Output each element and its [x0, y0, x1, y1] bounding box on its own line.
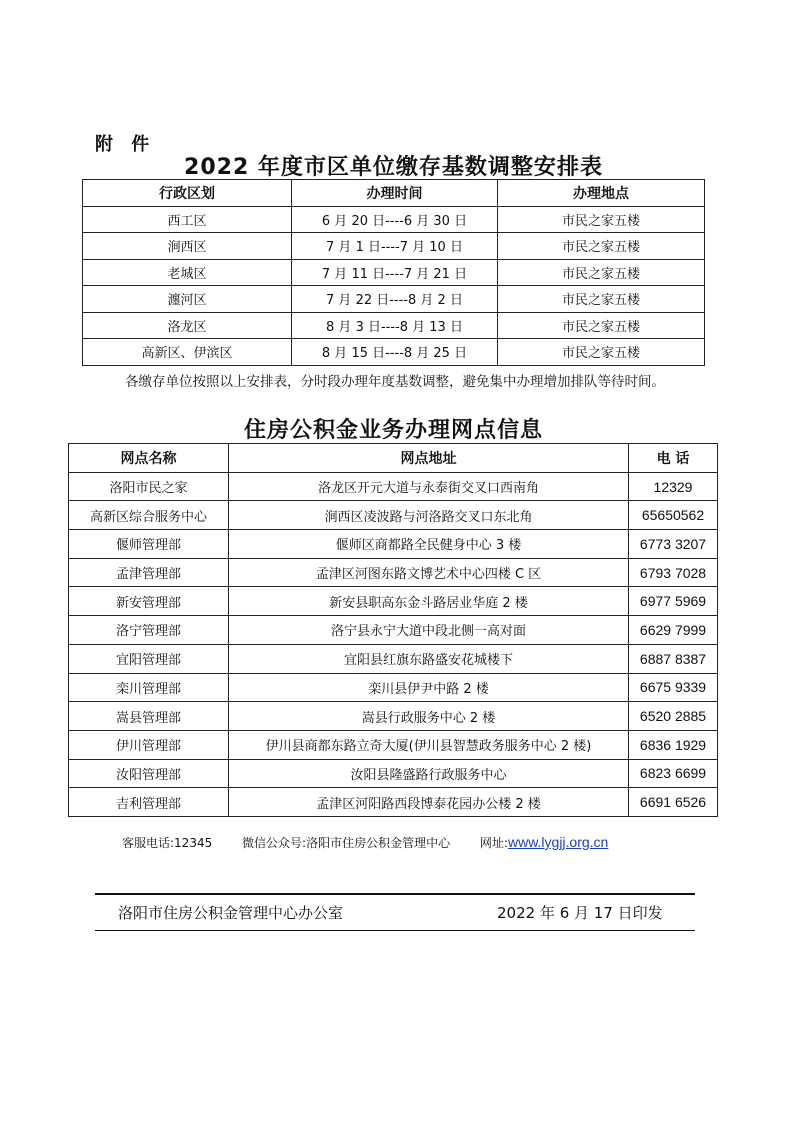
outlets-row	[69, 788, 718, 817]
outlets-address-cell: 嵩县行政服务中心 2 楼	[229, 702, 629, 731]
outlets-row	[69, 530, 718, 559]
outlets-row	[69, 759, 718, 788]
outlets-row	[69, 730, 718, 759]
outlets-phone-cell: 6887 8387	[629, 644, 718, 673]
outlets-address-cell: 汝阳县隆盛路行政服务中心	[229, 759, 629, 788]
schedule-district-cell: 高新区、伊滨区	[83, 339, 292, 366]
schedule-header-location: 办理地点	[498, 180, 705, 207]
schedule-header-district: 行政区划	[83, 180, 292, 207]
schedule-time-cell: 8 月 3 日----8 月 13 日	[292, 312, 498, 339]
schedule-time-cell: 7 月 1 日----7 月 10 日	[292, 233, 498, 260]
outlets-phone-cell: 65650562	[629, 501, 718, 530]
schedule-row	[83, 339, 705, 366]
schedule-location-cell: 市民之家五楼	[498, 312, 705, 339]
outlets-address-cell: 洛龙区开元大道与永泰街交叉口西南角	[229, 472, 629, 501]
schedule-location-cell: 市民之家五楼	[498, 206, 705, 233]
outlets-header-address: 网点地址	[229, 444, 629, 473]
schedule-time-cell: 7 月 22 日----8 月 2 日	[292, 286, 498, 313]
outlets-name-cell: 偃师管理部	[69, 530, 229, 559]
issuing-office: 洛阳市住房公积金管理中心办公室	[118, 904, 344, 922]
outlets-address-cell: 孟津区河阳路西段博泰花园办公楼 2 楼	[229, 788, 629, 817]
outlets-table-body	[69, 472, 718, 816]
outlets-phone-cell: 6823 6699	[629, 759, 718, 788]
outlets-address-cell: 新安县职高东金斗路居业华庭 2 楼	[229, 587, 629, 616]
outlets-name-cell: 洛阳市民之家	[69, 472, 229, 501]
schedule-note: 各缴存单位按照以上安排表，分时段办理年度基数调整，避免集中办理增加排队等待时间。	[125, 374, 665, 390]
schedule-time-cell: 8 月 15 日----8 月 25 日	[292, 339, 498, 366]
outlets-row	[69, 616, 718, 645]
schedule-time-cell: 6 月 20 日----6 月 30 日	[292, 206, 498, 233]
schedule-district-cell: 老城区	[83, 259, 292, 286]
outlets-row	[69, 644, 718, 673]
outlets-name-cell: 高新区综合服务中心	[69, 501, 229, 530]
schedule-row	[83, 259, 705, 286]
outlets-address-cell: 伊川县商都东路立奇大厦(伊川县智慧政务服务中心 2 楼)	[229, 730, 629, 759]
outlets-row	[69, 472, 718, 501]
schedule-location-cell: 市民之家五楼	[498, 233, 705, 260]
outlets-phone-cell: 6629 7999	[629, 616, 718, 645]
outlets-name-cell: 宜阳管理部	[69, 644, 229, 673]
outlets-name-cell: 伊川管理部	[69, 730, 229, 759]
schedule-district-cell: 西工区	[83, 206, 292, 233]
outlets-address-cell: 栾川县伊尹中路 2 楼	[229, 673, 629, 702]
outlets-address-cell: 宜阳县红旗东路盛安花城楼下	[229, 644, 629, 673]
footer-bottom-rule	[95, 930, 695, 931]
outlets-header-name: 网点名称	[69, 444, 229, 473]
outlets-header-phone: 电 话	[629, 444, 718, 473]
outlets-name-cell: 汝阳管理部	[69, 759, 229, 788]
wechat-account: 微信公众号:洛阳市住房公积金管理中心	[242, 836, 451, 850]
outlets-title: 住房公积金业务办理网点信息	[243, 418, 543, 443]
contact-info	[122, 834, 634, 851]
schedule-location-cell: 市民之家五楼	[498, 286, 705, 313]
outlets-phone-cell: 6773 3207	[629, 530, 718, 559]
outlets-name-cell: 吉利管理部	[69, 788, 229, 817]
schedule-location-cell: 市民之家五楼	[498, 339, 705, 366]
schedule-time-cell: 7 月 11 日----7 月 21 日	[292, 259, 498, 286]
outlets-name-cell: 洛宁管理部	[69, 616, 229, 645]
outlets-phone-cell: 6836 1929	[629, 730, 718, 759]
website-label: 网址:	[479, 836, 508, 850]
issue-date: 2022 年 6 月 17 日印发	[497, 904, 663, 922]
outlets-name-cell: 新安管理部	[69, 587, 229, 616]
outlets-address-cell: 孟津区河图东路文博艺术中心四楼 C 区	[229, 558, 629, 587]
schedule-header-time: 办理时间	[292, 180, 498, 207]
service-phone: 客服电话:12345	[122, 836, 213, 850]
outlets-phone-cell: 6793 7028	[629, 558, 718, 587]
footer-top-rule	[95, 893, 695, 895]
outlets-phone-cell: 6691 6526	[629, 788, 718, 817]
outlets-row	[69, 702, 718, 731]
outlets-address-cell: 洛宁县永宁大道中段北侧一高对面	[229, 616, 629, 645]
schedule-district-cell: 洛龙区	[83, 312, 292, 339]
schedule-row	[83, 233, 705, 260]
outlets-phone-cell: 6675 9339	[629, 673, 718, 702]
outlets-header-row	[69, 444, 718, 473]
attachment-label: 附 件	[95, 134, 156, 155]
outlets-row	[69, 673, 718, 702]
schedule-table-body	[83, 206, 705, 365]
schedule-title: 2022 年度市区单位缴存基数调整安排表	[184, 155, 603, 180]
outlets-row	[69, 501, 718, 530]
schedule-location-cell: 市民之家五楼	[498, 259, 705, 286]
schedule-row	[83, 312, 705, 339]
website-link[interactable]: www.lygjj.org.cn	[507, 834, 609, 850]
outlets-row	[69, 587, 718, 616]
outlets-address-cell: 涧西区凌波路与河洛路交叉口东北角	[229, 501, 629, 530]
outlets-phone-cell: 6520 2885	[629, 702, 718, 731]
schedule-header-row	[83, 180, 705, 207]
outlets-address-cell: 偃师区商都路全民健身中心 3 楼	[229, 530, 629, 559]
outlets-row	[69, 558, 718, 587]
outlets-phone-cell: 12329	[629, 472, 718, 501]
outlets-name-cell: 栾川管理部	[69, 673, 229, 702]
outlets-name-cell: 孟津管理部	[69, 558, 229, 587]
schedule-district-cell: 涧西区	[83, 233, 292, 260]
schedule-district-cell: 瀍河区	[83, 286, 292, 313]
outlets-table	[68, 443, 718, 817]
schedule-row	[83, 286, 705, 313]
schedule-table	[82, 179, 705, 366]
schedule-row	[83, 206, 705, 233]
outlets-phone-cell: 6977 5969	[629, 587, 718, 616]
outlets-name-cell: 嵩县管理部	[69, 702, 229, 731]
